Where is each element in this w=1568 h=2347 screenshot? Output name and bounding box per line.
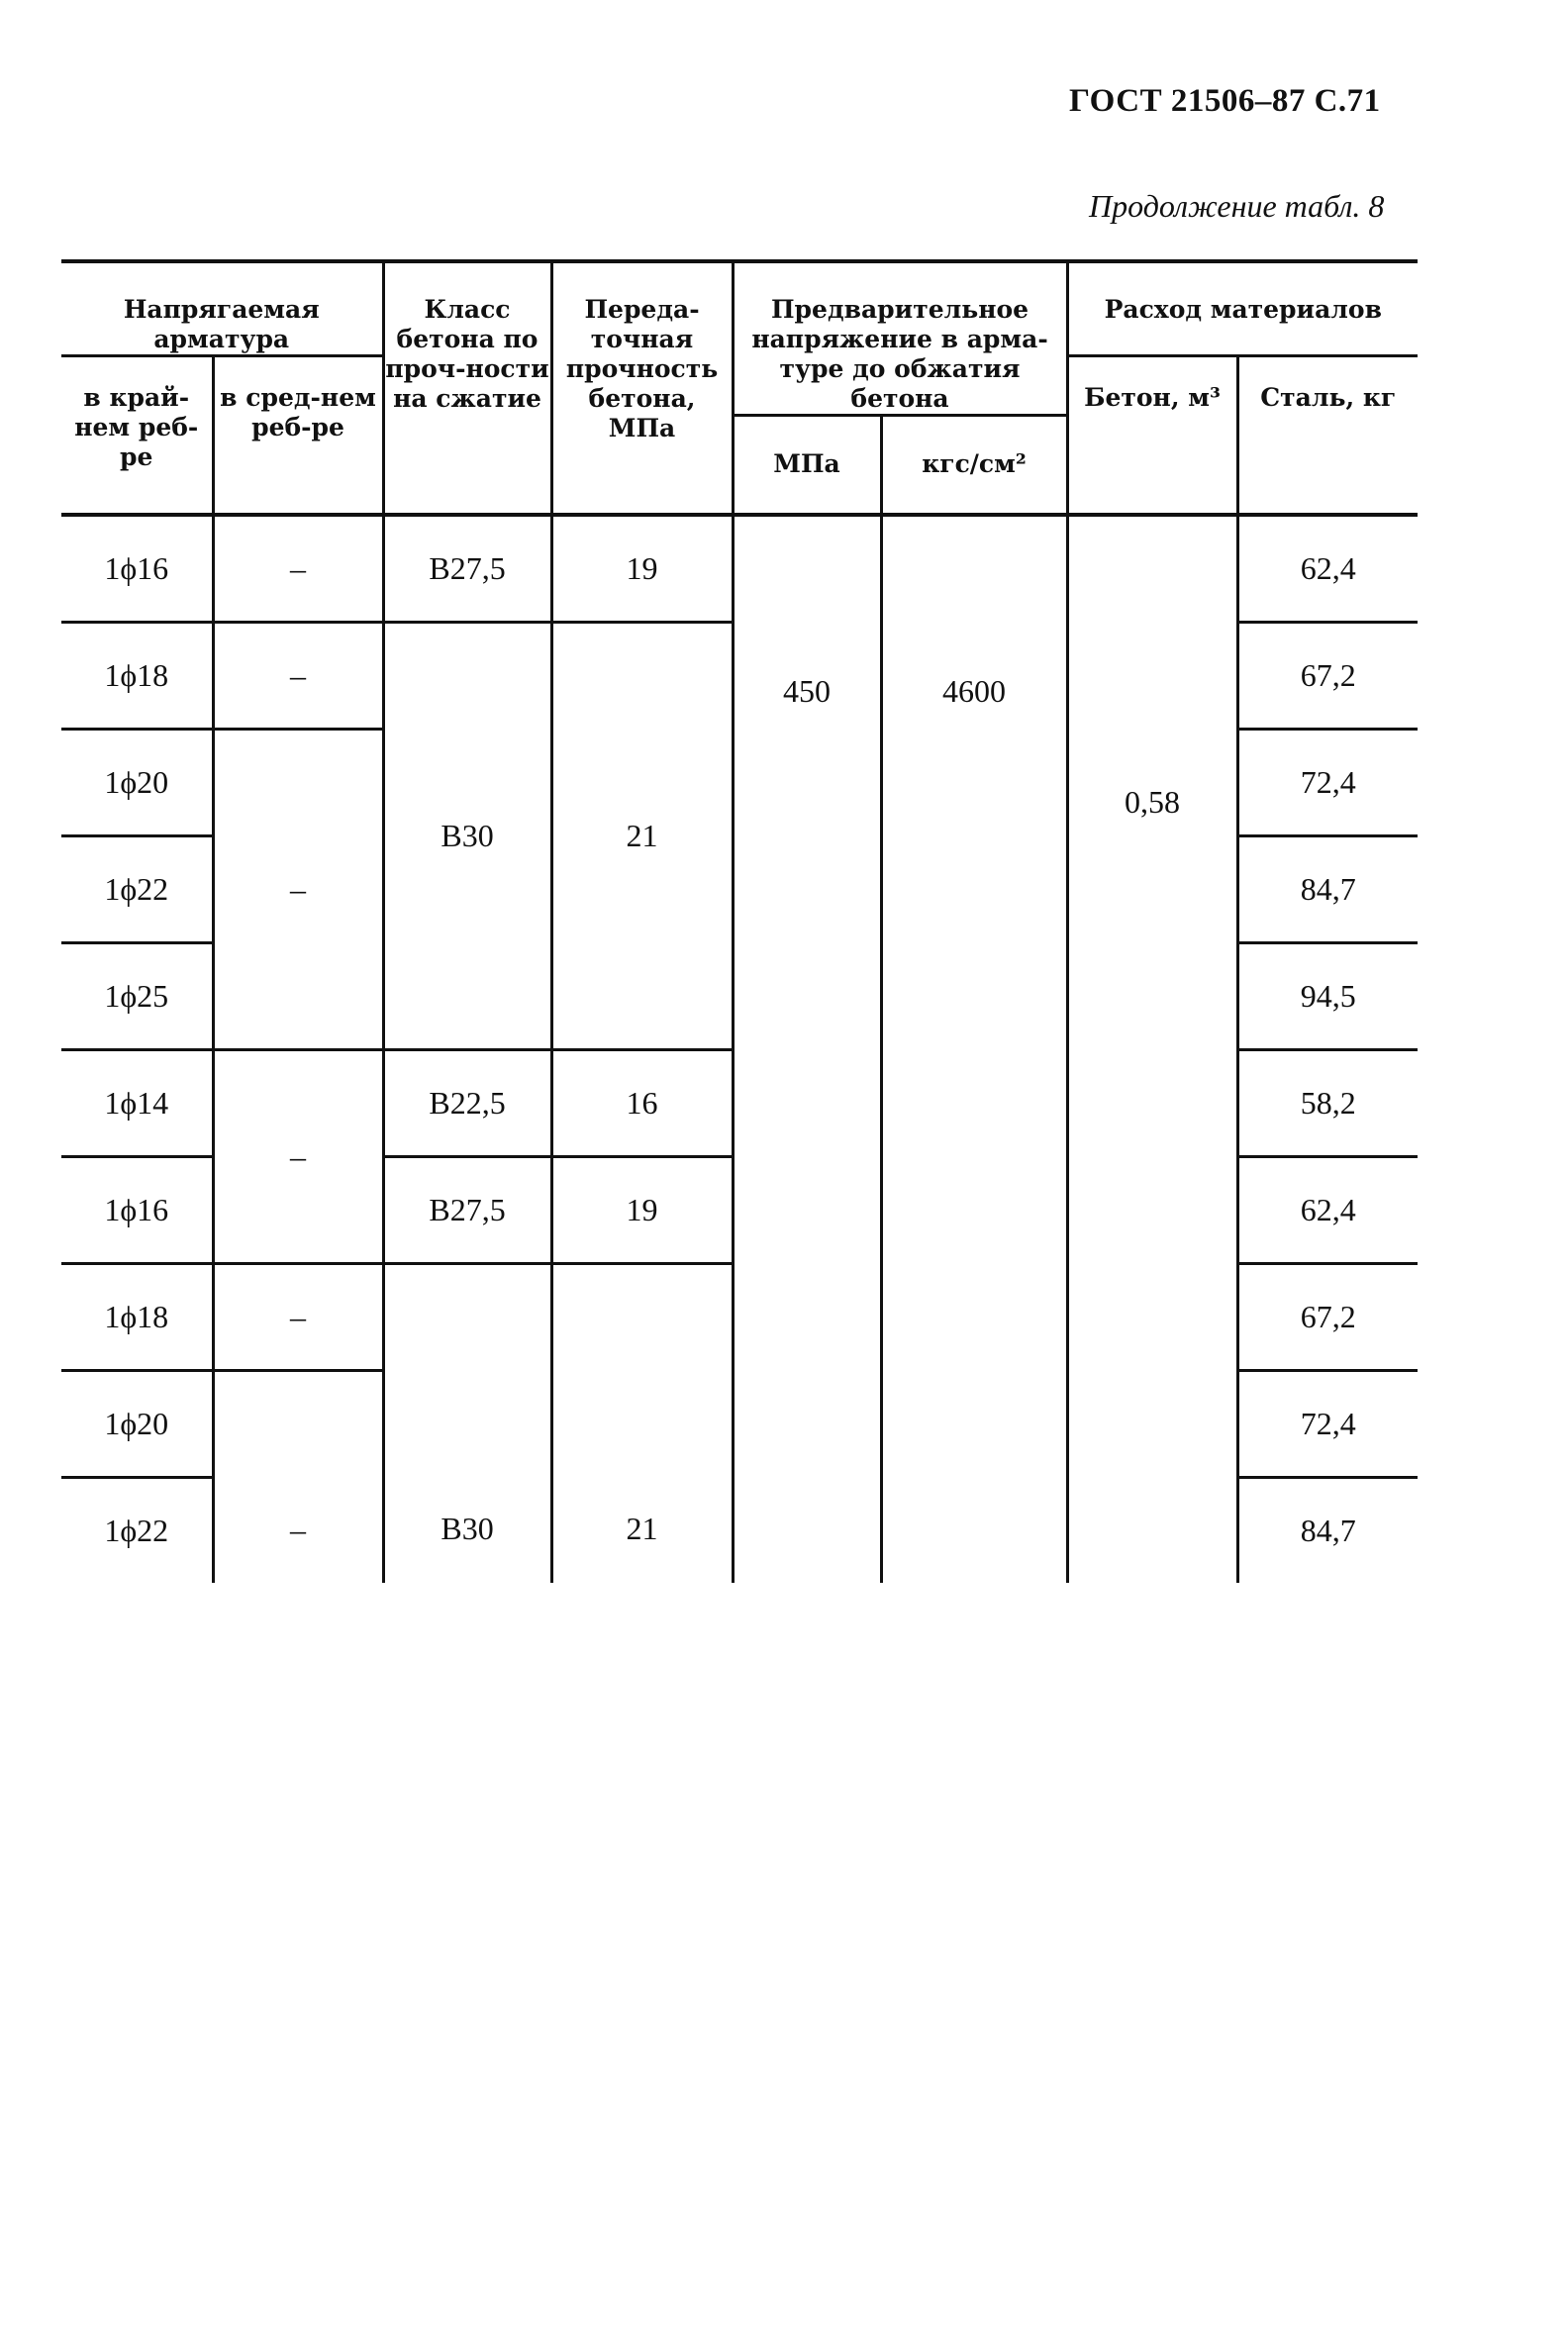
cell-rebar-edge: 1ϕ20 [61,1370,213,1477]
data-table [61,259,1418,1583]
header-rebar: Напрягаемая арматура [61,261,383,356]
cell-prestress-mpa [733,515,881,1583]
page-header: ГОСТ 21506–87 С.71 [1069,83,1381,119]
cell-transfer-strength: 19 [551,1156,733,1263]
cell-concrete-class: В30 [383,622,551,1049]
cell-steel-mass: 72,4 [1237,1370,1418,1477]
cell-rebar-edge: 1ϕ18 [61,1263,213,1370]
header-steel-mass: Сталь, кг [1237,356,1418,515]
cell-transfer-strength: 19 [551,515,733,623]
cell-rebar-edge: 1ϕ25 [61,942,213,1049]
table-row [61,515,1418,623]
cell-rebar-edge: 1ϕ20 [61,729,213,835]
cell-concrete-class: В22,5 [383,1049,551,1156]
cell-rebar-edge: 1ϕ22 [61,1477,213,1583]
cell-steel-mass: 62,4 [1237,515,1418,623]
cell-steel-mass: 62,4 [1237,1156,1418,1263]
header-rebar-middle: в сред-нем реб-ре [213,356,383,515]
cell-steel-mass: 84,7 [1237,1477,1418,1583]
cell-transfer-strength [551,1263,733,1583]
cell-prestress-kgf [881,515,1067,1583]
table-caption: Продолжение табл. 8 [1089,188,1385,224]
cell-steel-mass: 72,4 [1237,729,1418,835]
cell-rebar-middle [213,1370,383,1583]
cell-rebar-middle: – [213,622,383,729]
header-rebar-edge: в край-нем реб-ре [61,356,213,515]
rebar-middle-value: – [290,1511,306,1547]
prestress-mpa-value: 450 [783,672,832,709]
cell-transfer-strength: 21 [551,622,733,1049]
cell-rebar-middle: – [213,1049,383,1263]
cell-rebar-middle: – [213,729,383,1049]
cell-rebar-edge: 1ϕ14 [61,1049,213,1156]
cell-steel-mass: 84,7 [1237,835,1418,942]
header-concrete-class: Класс бетона по проч-ности на сжатие [383,261,551,515]
cell-rebar-middle: – [213,1263,383,1370]
cell-rebar-edge: 1ϕ16 [61,1156,213,1263]
transfer-strength-value: 21 [626,1510,658,1546]
header-concrete-volume: Бетон, м³ [1067,356,1237,515]
cell-rebar-middle: – [213,515,383,623]
prestress-kgf-value: 4600 [942,672,1007,709]
concrete-volume-value: 0,58 [1125,783,1181,820]
header-transfer-strength: Переда-точная прочность бетона, МПа [551,261,733,515]
cell-steel-mass: 58,2 [1237,1049,1418,1156]
cell-steel-mass: 94,5 [1237,942,1418,1049]
header-prestress-mpa: МПа [733,416,881,515]
cell-rebar-edge: 1ϕ22 [61,835,213,942]
cell-concrete-volume [1067,515,1237,1583]
header-materials: Расход материалов [1067,261,1418,356]
cell-rebar-edge: 1ϕ16 [61,515,213,623]
concrete-class-value: В30 [441,1510,494,1546]
cell-concrete-class [383,1263,551,1583]
cell-rebar-edge: 1ϕ18 [61,622,213,729]
header-prestress-kgf: кгс/см² [881,416,1067,515]
cell-steel-mass: 67,2 [1237,1263,1418,1370]
cell-concrete-class: В27,5 [383,1156,551,1263]
header-prestress: Предварительное напряжение в арма-туре до обжатия бетона [733,261,1067,416]
cell-transfer-strength: 16 [551,1049,733,1156]
cell-concrete-class: В27,5 [383,515,551,623]
cell-steel-mass: 67,2 [1237,622,1418,729]
